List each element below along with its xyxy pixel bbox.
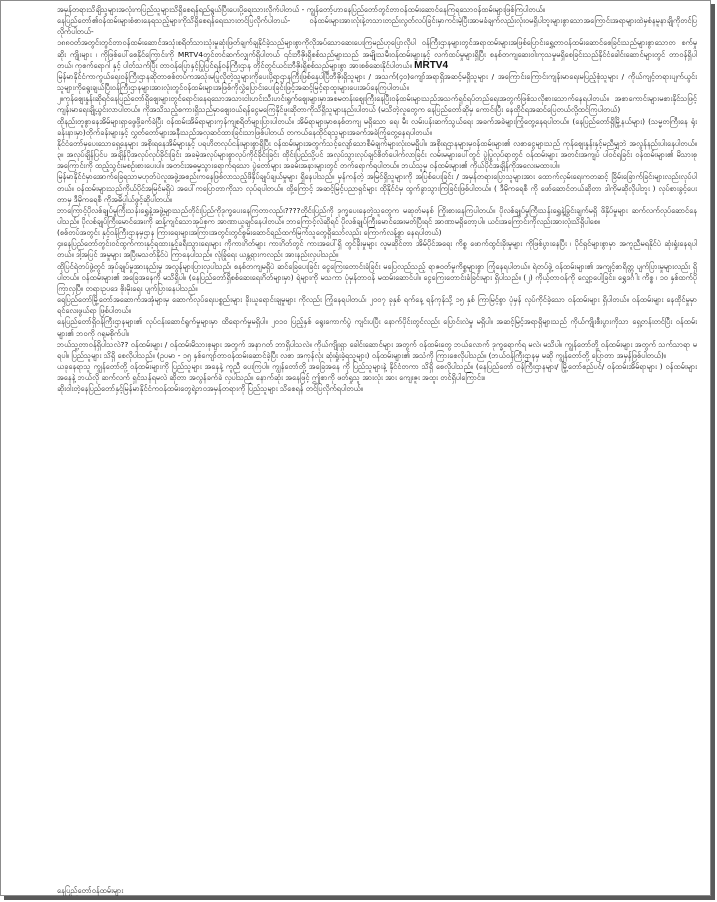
paragraph-intro: အမှန်တရားသိချိသူများအလုံးကပြည်သူများသိရှိစေရန်ရည်ရွယ်ပြီးပေးပို့ရေးသားလိုက်ပါတယ် - ကျွန်တော့်ဟာနေပြည်တော်တွင်တာဝန်ထမ်းဆောင်နေကြရသောဝန်ထမ်းများဖြစ်ကြပါတယ်။ (57, 5, 546, 14)
paragraph-item-4: ၄။နေပြည်တော်တွင်းဝင်ထွက်ကားနှင့်ရထားနှင့်ခရီးသွားရေးများ ကိုကားဂိတ်များ ကားဂိတ်တွင် ကားအပေါ်ရှိ တွင်ခိုးမှုများ လူမဆိုင်တာ အိမ်ပိုင်အရေး ကိစ္စ ဖောက်ထွင်းခိုးမှုများ ကိုဖြစ်ပွားနေပြီး ၊ ပိုင်ရှင်များစွာမှာ အကူညီမရနိုင်ပဲ ဆုံးရှုံးနေရပါတယ်။ ဒါ့အပြင် အမှုများ အပြီးမသတ်နိုင်ပဲ ကြာနေပါသည်။ လုံခြုံရေး ယန္တရားကလည်း အားနည်းလှပါသည်။ (57, 239, 697, 260)
paragraph-army-note: (စစ်တပ်အတွင်း နှင့်ဝန်ကြီးဌာနမှဌာန ကြားရေးများအကြားအတွင်းတွင်စွမ်းဆောင်ရည်ထက်မြက်သူတွေရှိသော်လည်း ကြောက်လန့်စွာ နေရပါတယ်) (57, 228, 442, 238)
paragraph-item-1-text: ၁၈၈ဝတ်အတွင်းတွင်တာဝန်ထမ်းဆောင်အသုံးစရိတ်သားသုံးမှုဆုံးဖြတ်ချက်ချနိုင်ခဲ့သည်များစွာကိုလိုအပ်သောဆေးပေးကြမည်ဟုပြောလိုပါ ဝန်ကြီးဌာနများတွင်အရာထမ်းများအဖြစ်ပြောင်းရွှေ့တာဝန်ထမ်းဆောင်စေခြင်းသည်များစွာသောတ စက်မှုဆိုး ကျိုးများ ၊ ကိုဖြစ်ပေါ်စေနိုင်ကြောင်းကို MRTV4တွင်တင်ဆက်လျှက်ရှိပါတယ် ၎င်းဘီဇိုးရှိစစ်သည်များသည် အမျိုးသမီးဝန်ထမ်းများနှင့် လက်ထပ်မှုများရှိပြီး စနစ်တကျဆေးဝါးကုသမှုမရှိစေခြင်းသည်နိုင်ငံခေါင်းဆောင်များတွင် တာဝန်ရှိပါတယ်၊ ကုစက်ရောဂါ နှင့် ပါတ်သက်ပြီး တာဝန်ပြောနှင့်ပြုပြင်ရန်ဝန်ကြီးဌာန တိုင်တွင်ယင်းဘီဇိုးရှိစစ်သည်များစွာ အားစစ်ဆေးနိုင်ပါတယ်။ (57, 38, 697, 70)
paragraph-oppression: မြန်မာနိုင်ငံမှာအောက်ခြေရသာမဟုတ်ပဲလူအဖွဲ့အစည်းကနေဖြစ်လာသည့်ဖိနှိပ်ချုပ်ချယ်မှုများ ရှိနေပါသည်။ မှန်ကန်တဲ့ အမြင်ရှိသူများကို အပြစ်ပေးခြင်း / အမှန်တရားပြောသူများအား ထောက်လှမ်းရေးကတဆင့် ခြိမ်းခြောက်ခြင်းများလည်းလုပ်ပါတယ်။ ဝန်ထမ်းများသည်ကိုယ်ပိုင်အမြင်မရှိပဲ အပေါ်ကပြောတာကိုသာ လုပ်ရပါတယ်။ ထို့ကြောင့် အဆင့်မြင့်ပညာရှင်များ ထိုနိုင်ငံမှ ထွက်ခွာသွားကြခြင်းဖြစ်ပါတယ်။ ( ဒီမိုကရေစီ ကို ဖော်ဆောင်တယ်ဆိုတာ ဒါကိုမဆိုလိုပါဘူး ) လုပ်စားခွင့်ပေးတာမှ ဒီမိုကရေစီ ကိုအဓိပ္ပါယ်ဖွင့်ဆိုပါတယ်။ (57, 172, 697, 204)
paragraph-ministries: နေပြည်တော်ရှိဝန်ကြီးဌာနများ၏ လုပ်ငန်းဆောင်ရွက်မှုများမှာ ထိရောက်မှုမရှိပါ။ ၂၀၁၀ ပြည့်နှစ် ရွေးကောက်ပွဲ ကျင်းပပြီး နောက်ပိုင်းတွင်လည်း ပြောင်းလဲမှု မရှိပါ။ အဆင့်မြင့်အရာရှိများသည် ကိုယ်ကျိုးစီးပွားကိုသာ ရှေ့တန်းတင်ပြီး ဝန်ထမ်းများ၏ ဘဝကို ဂရုမစိုက်ပါ။ (57, 317, 697, 338)
page-shadow-right (711, 4, 715, 898)
paragraph-responsibility: ဘယ်သူ့တာဝန်ရှိပါသလဲ?? ဝန်ထမ်းများ / ဝန်ထမ်းမိသားစုများ အတွက် အနာဂတ် ဘာရှိပါသလဲ။ ကိုယ်ကျိုးရှာ ခေါင်းဆောင်များ အတွက် ဝန်ထမ်းတွေ ဘယ်လောက် ဒုက္ခရောက်ရ မလဲ၊ မသိပါ။ ကျွန်တော်တို့ ဝန်ထမ်းများ အတွက် သက်သာရာ မရပါ။ ပြည်သူများ သိရှိ စေလိုပါသည်။ (ဥပမာ - ၁၅ နှစ်ကျော်တာဝန်ထမ်းဆောင်ခဲ့ပြီး လစာ အကုန်လုံး ဆုံးရှုံးခဲ့ရသူများ) ဝန်ထမ်းများ၏ အသံကို ကြားစေလိုပါသည်။ (ဘယ်ဝန်ကြီးဌာနမှ မဆို ကျွန်တော်တို့ ပြောတာ အမှန်ဖြစ်ပါတယ်)။ (57, 339, 697, 360)
paragraph-construction: ရေပြည်တော်မြို့တော်အဆောက်အအုံများမှ ဆောက်လုပ်ရေးပစ္စည်းများ ခိုးယူရောင်းချမှုများ ကိုလည်း ကြုံနေရပါတယ်၊ ၂၀၀၇ ခုနှစ် ရက်နေ့ ရန်ကုန်သို့ ၁၅ နှစ် ကြာမြင့်စွာ ပုံမှန် လုပ်ကိုင်ခဲ့သော ဝန်ထမ်းများ ရှိပါတယ်။ ဝန်ထမ်းများ နေထိုင်မှုမှာ ရင်လေးဖွယ်ရာ ဖြစ်ပါတယ်။ (57, 295, 697, 316)
paragraph-housing: ထိုနည်းတူစွာနေအိမ်များရှာဖွေဖို့ခက်ခဲပြီး ဝန်ထမ်းအိမ်ရာများကုန်ကျစရိတ်များပြားပါတယ်။ အိမ်ရာများမှာစနစ်တကျ မရှိသော ရေ၊ မီး လမ်းပန်းဆက်သွယ်ရေး အခက်အခဲများကြုံတွေ့နေရပါတယ်။ (နေပြည်တော်ရှိမြို့နယ်များ) (သမ္မတကြီးနေ ရုံးခန်းနားမှာ)တိုက်ခန်းများနှင့် လွှတ်တော်များအနီးသည်အလှဆင်ထားခြင်းသာဖြစ်ပါတယ် တကယ်နေထိုင်ရသူများအခက်အခဲကြုံတွေ့နေရပါတယ်။ (57, 116, 697, 137)
paragraph-defence-ministry: မြန်မာနိုင်ငံကာကွယ်ရေးဝန်ကြီးဌာနဆိုတာစစ်တပ်ကအသုံးမပြုလိုတဲ့သူများကိုပေးပို့ရာဌာနကြီးဖြစ်နေပါပြီဘီဇိုးရှိသူများ / အသက်(၄၀)ကျော်အရာရှိအဆင့်မရှိသူများ / အကြောင်းကြောင်းကျန်းမာရေးမပြည့်စုံသူများ / ကိုယ်ကျင့်တရားပျက်ယွင်းသူများကိုရွေးချယ်ပြီးဝန်ကြီးဌာနများအားလုံးတွင်ဝန်ထမ်းများအဖြစ်ကိုလွှဲပြောင်းပေးခြင်းဖြင့်အဆင့်မြင့်ရာထူးများပေးအပ်နေကြပါတယ်။ (57, 71, 697, 93)
paragraph-item-2: ၂။ကုန်ဈေးနှုန်းဆိုရင်နေပြည်တော်ရှိဈေးများတွင်ရောင်းနေရသောအသားငါးဟင်းသီးဟင်းရွက်ဈေးများမှာအစမတန်းဈေးကြီးနေပြီးဝန်ထမ်းများသည်အသက်ရှင်ရပ်တည်ရေးအတွက်ဖြစ်သလိုစားသောက်နေရပါတယ်။ အစာကောင်းများမစားနိုင်သဖြင့်ကျန်းမာရေးချို့ယွင်းလာပါတယ်။ ကိုအသိသည့်စကားရှိသည်မှာဈေးဝယ်ရန်ငွေမကြေနိုင်ဖူးဆိုတာကိုသိရှိသူများနည်းပါတယ် (မသိတဲ့လူတွေက နေပြည်တော်ဆိုမှ ကောင်းပြီး နေထိုင်ရအဆင်ပြေတယ်လို့ထင်ကြပါတယ်) (57, 94, 697, 115)
paragraph-appeal: ယခုနေရာသူ ကျွန်တော်တို့ ဝန်ထမ်းများကို ပြည်သူများ အနေနဲ့ ကူညီ ပေးကြပါ။ ကျွန်တော်တို့ အခြေအနေ ကို ပြည်သူများနဲ့ နိုင်ငံတကာ သိရှိ စေလိုပါသည်။ (နေပြည်တော် ဝန်ကြီးဌာနများ/ မြို့တော်စည်ပင်/ ဝန်ထမ်းအိမ်ရာများ ) ဝန်ထမ်းများ အနေနဲ့ ဘယ်လို ဆက်လက် ရှင်သန်ရမလဲ ဆိုတာ အလွန်ခက်ခဲ လှပါသည်။ နောက်ဆုံး အနေဖြင့် ဤစာကို ဖတ်ရှုသူ အားလုံး အား ကျေးဇူး အထူး တင်ရှိပါကြောင်း။ (57, 362, 697, 383)
signature-line: နေပြည်တော်ဝန်ထမ်းများ (57, 886, 124, 895)
paragraph-leadership: ဘာကြောင့်ပိုလစ်ချုပ်မှုကြီးသန်းရွှေနဲ့အဖွဲ့များသည်တိုင်းပြည်ကိုဒုက္ခပေးနေကြတာလည်း????တိုင်းပြည်ကို ဒုက္ခပေးနေတဲ့သူတွေက မဆုတ်မနစ် ကြိုးစားနေကြပါတယ်။ ပိုလစ်ချုပ်မှုကြီးသန်းရွှေနဲ့ခြွင်းချက်မရှိ ဖိနှိပ်မှုများ ဆက်လက်လုပ်ဆောင်နေပါသည်။ ပိုလစ်ချုပ်ကြီးမောင်အေးကို ဆန့်ကျင်သောအုပ်စုက အာဏာယူချင်နေပါတယ်။ ဘာကြောင့်လဲဆိုရင် ပိုလစ်ချုပ်ကြီးမောင်အေးမတ်ပြီးရင် အာဏာမရှိတော့ပါ။ ယင်းအကြောင်းကိုလည်းအားလုံးသိရှိပါစေ။ (57, 205, 697, 226)
broadcaster-name: MRTV4 (414, 59, 449, 71)
paragraph-item-1 (57, 37, 697, 70)
paragraph-police: ထိုပြင်ရဲတပ်ဖွဲ့တွင် အုပ်ချုပ်မှုအားနည်းမှု အလွန်များပြားလှပါသည်၊ စနစ်တကျမရှိပဲ ဆင်ခြေပေးခြင်း ငွေကြေးတောင်းခံခြင်း မပြေလည်သည့် ရာဇဝတ်မှုကိစ္စများစွာ ကြုံနေရပါတယ်။ ရဲတပ်ဖွဲ့ ဝန်ထမ်းများ၏ အကျင့်စာရိတ္တ ပျက်ပြားမှုများလည်း ရှိပါတယ်။ ဝန်ထမ်းများ၏ အခြေအနေကို မသိရှိပါ။ (နေပြည်တော်ရှိစစ်ဆေးရေးဂိတ်များမှာ) ရဲများကို မသကာ ပုံမှန်တာဝန် မထမ်းဆောင်ပါ။ ငွေကြေးတောင်းခံခြင်းများ ရှိပါသည်။ (၂) ကိုယ့်တာဝန်ကို လျှော့ပေါ့ခြင်း၊ ရွှေဒင်္ဂါး ကိစ္စ ၊ ၁၀ နှစ်ထက်ပို ကြာလှပြီ။ တရားဥပဒေ စိုးမိုးရေး ပျက်ပြားနေပါသည်။ (57, 261, 697, 293)
page-shadow-bottom (4, 896, 715, 900)
paragraph-closing: ဆိုးဝါးတဲ့နေပြည်တော်နှင့်မြန်မာနိုင်ငံကဝန်ထမ်းတွေရဲ့ဘဝအမှန်တရားကို ပြည်သူများ သိစေရန် တင်ပြလိုက်ရပါတယ်။ (57, 384, 364, 394)
paragraph-purpose: နေပြည်တော်၏ဝန်ထမ်းများစံစားနေရသည့်များကိုသိရှိစေရန်ရေးသားတင်ပြလိုက်ပါတယ်- ဝန်ထမ်းများအားလုံးနဲ့တသားတည်းလွတ်လပ်ခြင်းမှာကင်းမဲ့ပြီးအာမခံချက်လည်းလုံးဝမရှိပါဘူးများစွာသောအကြောင်းအရာများထဲမှစံနမူနာချိုကိုတင်ပြလိုက်ပါတယ်- (57, 16, 697, 37)
paragraph-item-3: နိုင်ငံတော်မှပေးသောရှေ့နေများ အစိုးရနေအိမ်များနှင့် ပရဟိတလုပ်ငန်းများစွာရှိပြီး ဝန်ထမ်းများအတွက်သင့်လျော်သောစီမံချက်များလုံးဝမရှိပါ။ အစိုးရဌာနများမှဝန်ထမ်းများ၏ လစာငွေများသည် ကုန်ဈေးနှုန်းနှင့်မညီမျှဘဲ အလွန်နည်းပါးနေပါတယ်။ ၃။ အလုပ်ချိန်ပြင်ပ အချိန်ပိုအလုပ်လုပ်ခိုင်းခြင်း အခမဲ့အလုပ်များစွာလုပ်ကိုင်ခိုင်းခြင်း ထိုင်းပြည်သို့ပင် အလုပ်သွားလုပ်ချင်စိတ်ပေါက်လာခြင်း လမ်းမများပေါ်တွင် ပွဲပြုလုပ်ရာတွင် ဝန်ထမ်းများ အတင်းအကျပ် ပါဝင်ရခြင်း ဝန်ထမ်းများ၏ မိသားစုအကြောင်းကို ထည့်သွင်းမစဉ်းစားပေးပါ။ အတင်းအဓမ္မသွားရောက်ရသော ပွဲတော်များ အခမ်းအနားများတွင် တက်ရောက်ရပါတယ်။ ဘယ်သူမှ ဝန်ထမ်းများ၏ ကိုယ်ပိုင်အချိန်ကိုအလေးမထားပါ။ (57, 138, 697, 171)
document-body (57, 4, 697, 394)
